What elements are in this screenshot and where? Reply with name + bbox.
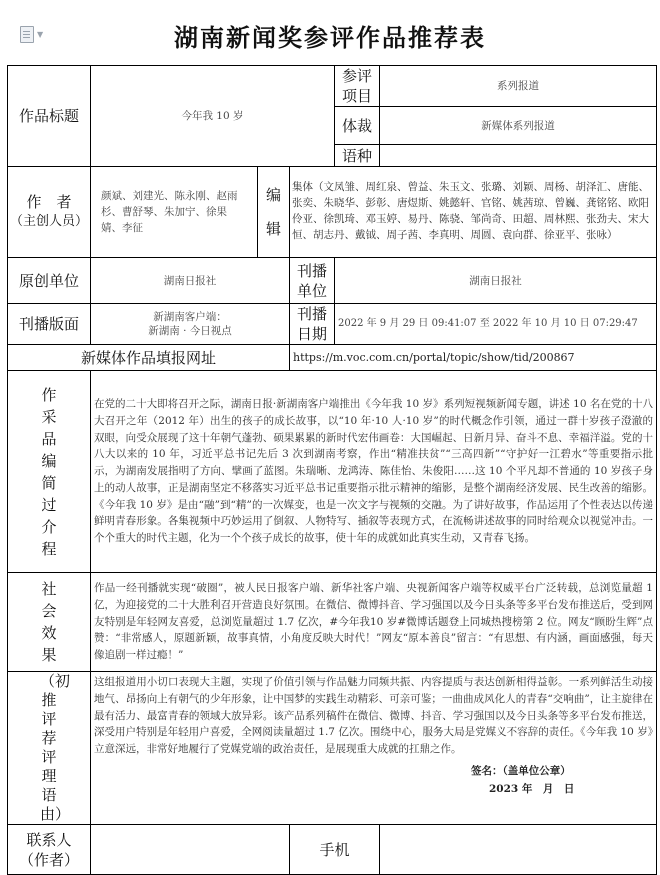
category-label: 参评项目	[335, 66, 380, 107]
process-label-text: 作采品编简过介程	[41, 385, 57, 558]
publish-page-line2: 新湖南 · 今日视点	[148, 325, 232, 337]
author-label	[8, 167, 91, 258]
review-cell	[91, 672, 657, 825]
publish-unit-value: 湖南日报社	[335, 258, 657, 304]
publish-unit-line1: 刊播	[296, 261, 327, 280]
process-label	[8, 371, 91, 573]
effect-text: 作品一经刊播就实现“破圈”，被人民日报客户端、新华社客户端、央视新闻客户端等权威平台广泛转载，总浏览量超 1 亿，为迎接党的二十大胜利召开营造良好氛围。在微信、微博抖音、学习强国以及今日头条等多平台发布推送后，受到网友特别是年轻网友喜爱，总浏览量超过 1.7 亿次，#今年我10 岁#微博话题登上同城热搜榜第 2 位。网友“顾盼生辉”点赞：“非常感人，原题新颖，故事真情，小角度反映大时代！”网友“原本善良”留言：“有思想、有内涵，画面感强，每天像追剧一样过瘾！”	[91, 573, 657, 672]
publish-date-line2: 日期	[296, 325, 327, 343]
contact-value[interactable]	[91, 825, 290, 875]
phone-label: 手机	[290, 825, 380, 875]
editor-label	[258, 167, 290, 258]
sign-date: 2023 年 月 日	[489, 782, 575, 795]
url-label: 新媒体作品填报网址	[8, 345, 290, 371]
language-label: 语种	[335, 145, 380, 167]
publish-unit-label	[290, 258, 335, 304]
author-label-line1: 作 者	[26, 193, 72, 211]
chevron-down-icon: ▼	[37, 30, 44, 39]
signature: 签名：（盖单位公章）	[471, 764, 571, 777]
origin-unit-label: 原创单位	[8, 258, 91, 304]
publish-date-line1: 刊播	[296, 305, 327, 323]
review-label	[8, 672, 91, 825]
review-label-text: （初推评荐评理语由）	[40, 672, 71, 823]
effect-label-text: 社会效果	[41, 580, 57, 664]
category-value: 系列报道	[380, 66, 657, 107]
genre-value: 新媒体系列报道	[380, 107, 657, 145]
publish-unit-line2: 单位	[296, 281, 327, 300]
publish-date-value: 2022 年 9 月 29 日 09:41:07 至 2022 年 10 月 10 日 07:29:47	[335, 304, 657, 345]
language-value	[380, 145, 657, 167]
phone-value[interactable]	[380, 825, 657, 875]
authors-value: 颜斌、刘建光、陈永刚、赵雨杉、曹舒琴、朱加宁、徐果婧、李征	[91, 167, 258, 258]
publish-page-label: 刊播版面	[8, 304, 91, 345]
process-text: 在党的二十大即将召开之际，湖南日报·新湖南客户端推出《今年我 10 岁》系列短视频新闻专题，讲述 10 名在党的十八大召开之年（2012 年）出生的孩子的成长故事，以“10 年·10 人·10 岁”的时代概念作引领，通过一群十岁孩子澄澈的双眼，向受众展现了这十年朝气蓬勃、硕果累累的新时代宏伟画卷：大国崛起、日新月异、奋斗不息、幸福洋溢。党的十八大以来的 10 年，习近平总书记先后 3 次到湖南考察，作出“精准扶贫”“三高四新”“守护好一江碧水”等重要指示批示，为湖南发展指明了方向、擘画了蓝图。朱瑞晰、龙鸿涛、陈佳怡、朱俊阳……这 10 个平凡却不普通的 10 岁孩子身上的动人故事，正是湖南坚定不移落实习近平总书记重要指示批示精神的缩影，是整个湖南经济发展、民生改善的缩影。《今年我 10 岁》是由“融”到“精”的一次媒变，也是一次文字与视频的交融。为了讲好故事，作品运用了个性表达以传递鲜明青春形象。各集视频中巧妙运用了倒叙、人物特写、插叙等表现方式，在流畅讲述故事的同时给观众以视觉冲击。一个个重大的时代主题，化为一个个孩子成长的故事，使十年的成就如此真实生动，又青春飞扬。	[91, 371, 657, 573]
contact-label-text: 联系人（作者）	[18, 830, 79, 869]
url-link[interactable]: https://m.voc.com.cn/portal/topic/show/tid/200867	[290, 345, 657, 371]
author-label-line2: （主创人员）	[9, 214, 88, 229]
publish-date-label	[290, 304, 335, 345]
effect-label	[8, 573, 91, 672]
review-text: 这组报道用小切口表现大主题，实现了价值引领与作品魅力同频共振、内容提质与表达创新相得益彰。一系列鲜活生动接地气、昂扬向上有朝气的少年形象，让中国梦的实践生动精彩、可亲可鉴；一曲曲成风化人的青春“交响曲”，让主旋律在最有活力、最富青春的领域大放异彩。该产品系列稿件在微信、微博、抖音、学习强国以及今日头条等多平台发布推送，深受用户特别是年轻用户喜爱，全网阅读量超过 1.7 亿次。围绕中心，服务大局是党媒义不容辞的责任。《今年我 10 岁》立意深远，非常好地履行了党媒党端的政治责任，是展现重大成就的扛鼎之作。	[94, 676, 653, 756]
origin-unit-value: 湖南日报社	[91, 258, 290, 304]
work-title-value: 今年我 10 岁	[91, 66, 335, 167]
work-title-label: 作品标题	[8, 66, 91, 167]
editor-label-line1: 编	[265, 186, 281, 204]
contact-label	[8, 825, 91, 875]
publish-page-value	[91, 304, 290, 345]
editor-label-line2: 辑	[265, 220, 281, 238]
page-title: 湖南新闻奖参评作品推荐表	[174, 24, 486, 52]
publish-page-line1: 新湖南客户端：	[153, 311, 227, 323]
genre-label: 体裁	[335, 107, 380, 145]
form-table	[7, 65, 657, 875]
editors-value: 集体（文凤雏、周红泉、曾益、朱玉文、张璐、刘颖、周杨、胡泽汇、唐能、张奕、朱晓华、彭彰、唐煜斯、姚懿轩、官铭、姚茜琼、曾巍、龚铭铭、欧阳伶亚、徐凯琦、邓玉婷、易丹、陈骁、邹尚奇、田超、周林熙、张劲夫、宋大恒、胡志丹、戴钺、周子茜、李真明、周圆、袁向群、徐亚平、张咏）	[290, 167, 657, 258]
